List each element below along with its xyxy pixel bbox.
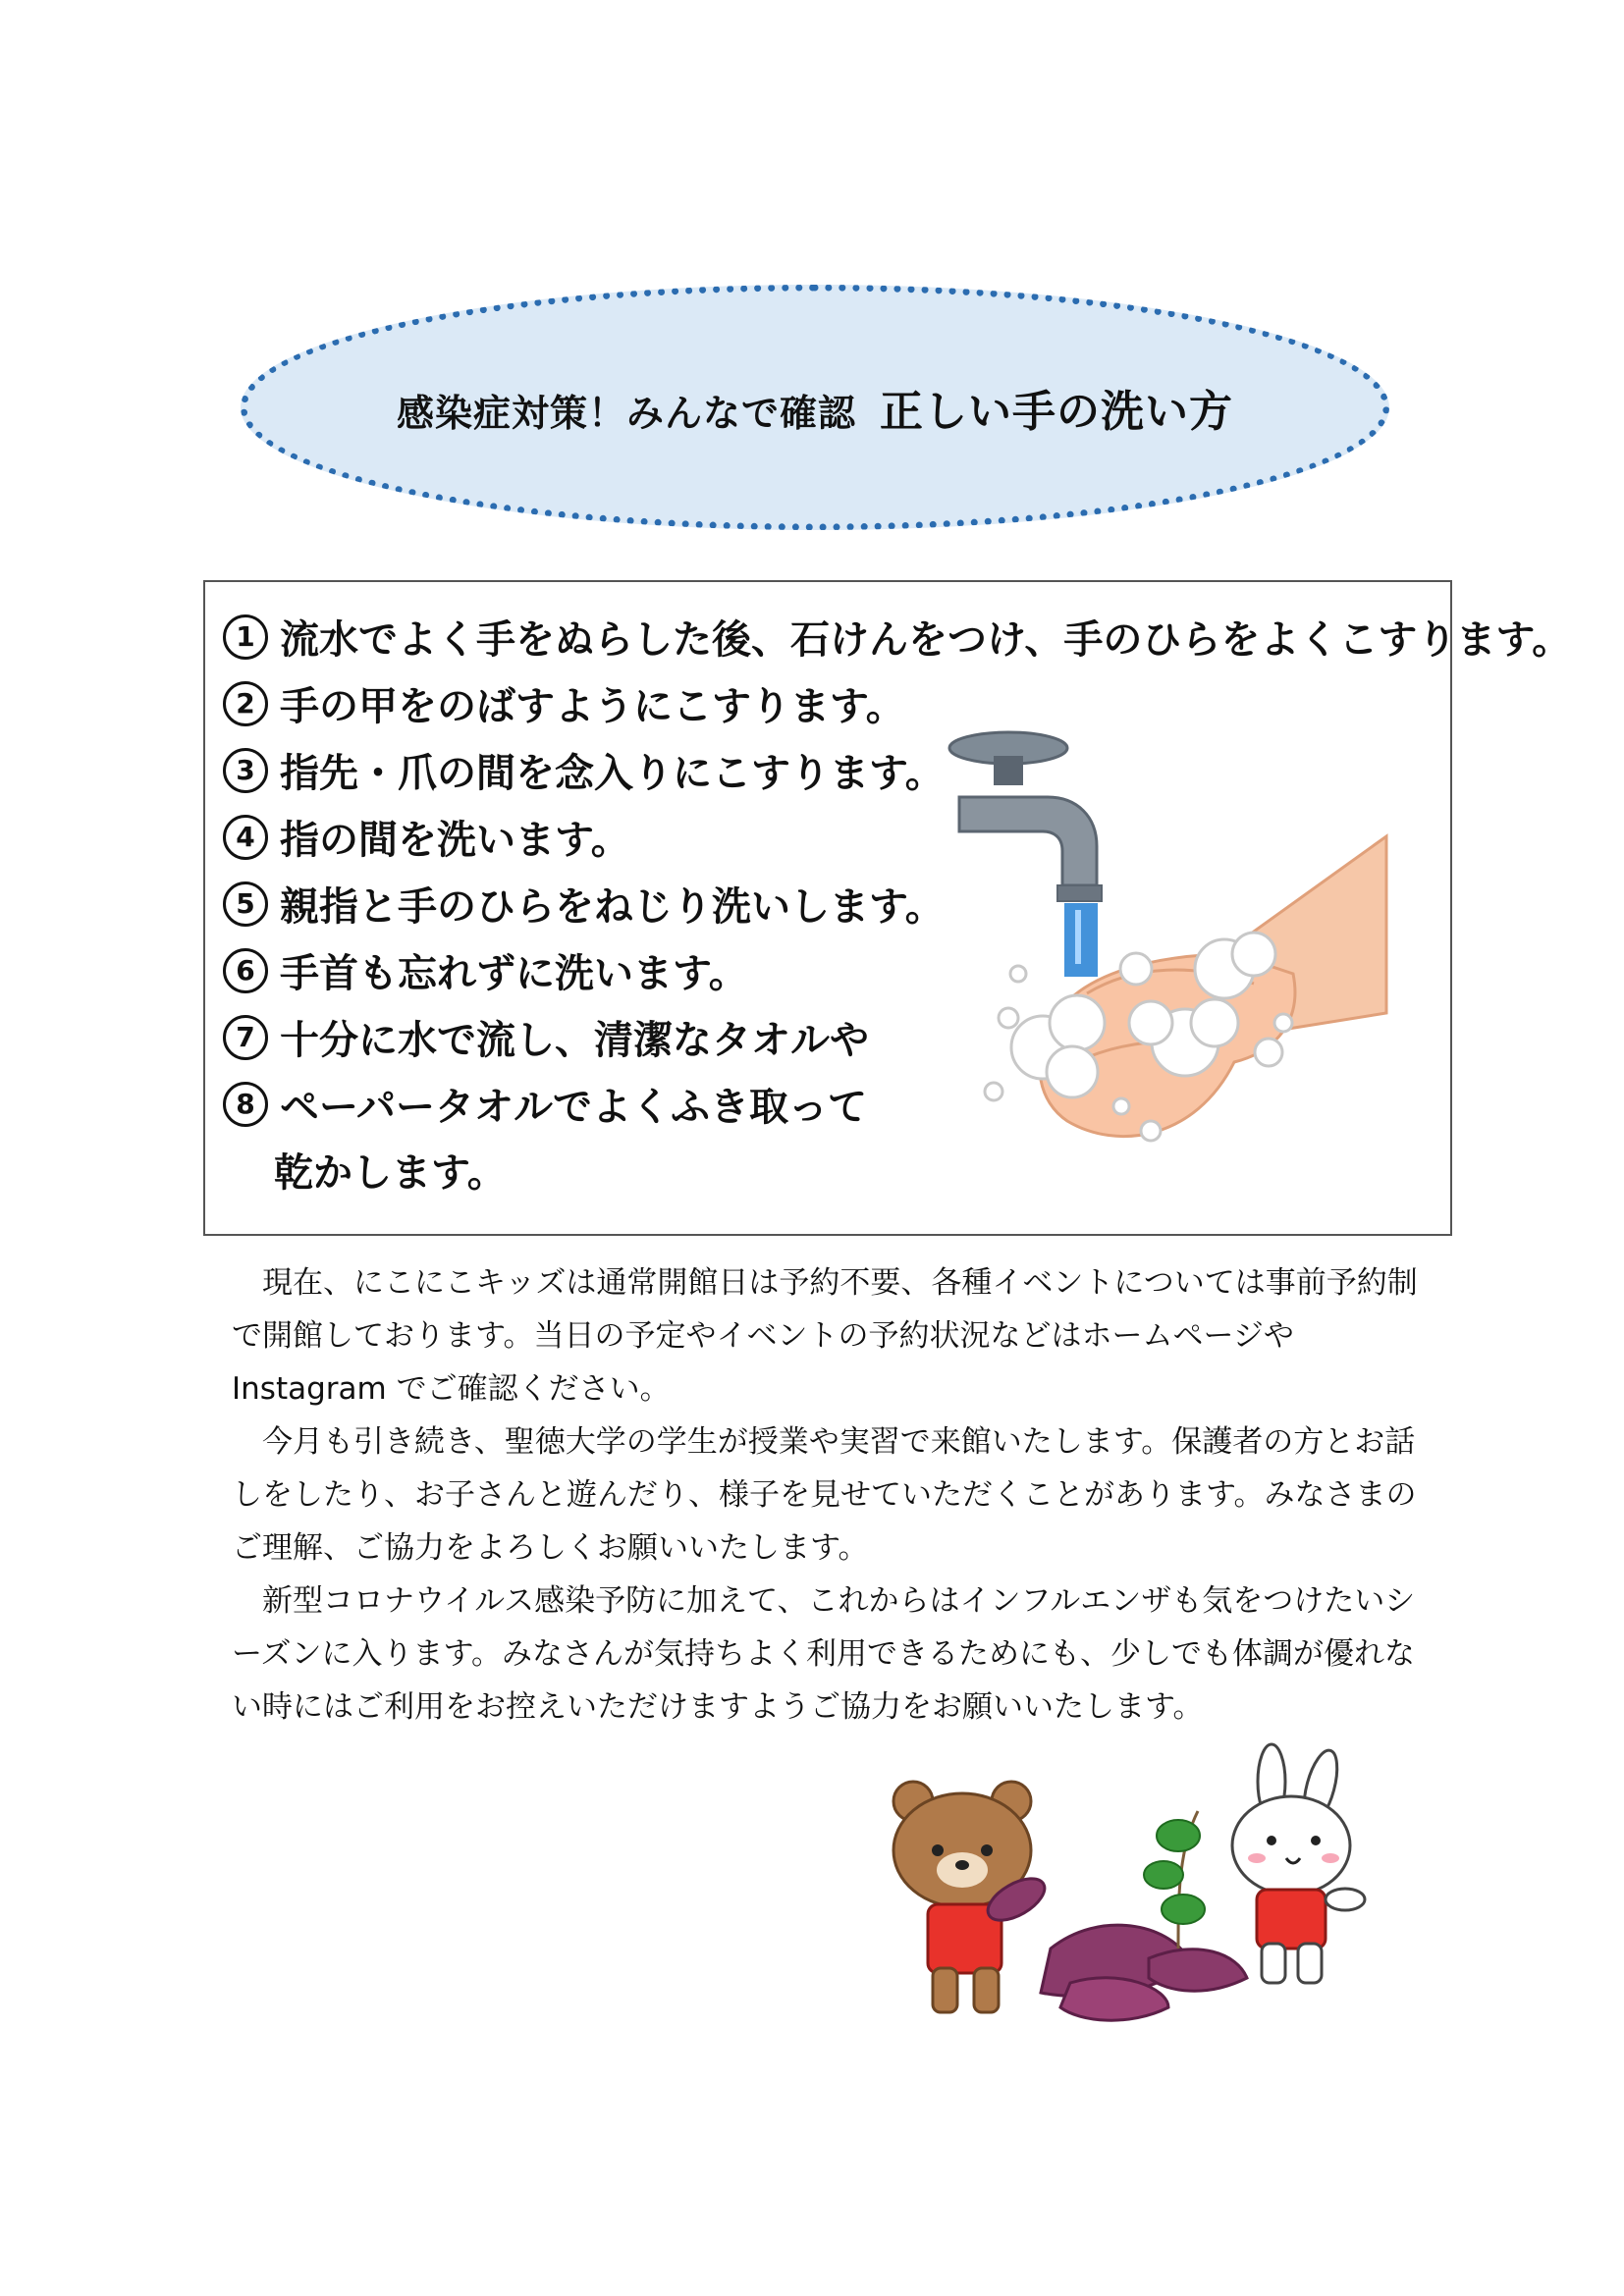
faucet-handwashing-illustration bbox=[940, 728, 1391, 1209]
step-text: 流水でよく手をぬらした後、石けんをつけ、手のひらをよくこすります。 bbox=[280, 617, 1572, 663]
page-title bbox=[397, 376, 1233, 439]
bear-rabbit-sweet-potato-illustration bbox=[884, 1742, 1394, 2076]
handwashing-steps-box bbox=[203, 580, 1572, 1236]
notice-paragraph: 新型コロナウイルス感染予防に加えて、これからはインフルエンザも気をつけたいシーズンに入ります。みなさんが気持ちよく利用できるためにも、少しでも体調が優れない時にはご利用をお控えいただけますようご協力をお願いいたします。 bbox=[232, 1583, 1416, 1725]
notice-paragraph: 今月も引き続き、聖徳大学の学生が授業や実習で来館いたします。保護者の方とお話しをしたり、お子さんと遊んだり、様子を見せていただくことがあります。みなさまのご理解、ご協力をよろしくお願いいたします。 bbox=[232, 1424, 1417, 1566]
step-item-7 bbox=[223, 1018, 869, 1063]
step-8-continuation: 乾かします。 bbox=[274, 1150, 507, 1196]
title-main: 感染症対策！みんなで確認 bbox=[396, 392, 856, 435]
step-text: 親指と手のひらをねじり洗いします。 bbox=[280, 884, 945, 930]
title-banner bbox=[241, 285, 1389, 530]
step-item-8 bbox=[223, 1085, 867, 1130]
title-sub: 正しい手の洗い方 bbox=[880, 387, 1233, 437]
step-number: 6 bbox=[223, 948, 268, 993]
step-text: 手首も忘れずに洗います。 bbox=[280, 951, 748, 996]
step-text: 指先・爪の間を念入りにこすります。 bbox=[280, 751, 945, 796]
step-text: 指の間を洗います。 bbox=[280, 818, 630, 863]
step-number: 4 bbox=[223, 815, 268, 860]
step-item-2 bbox=[223, 684, 905, 729]
step-number: 1 bbox=[223, 614, 268, 660]
step-item-5 bbox=[223, 884, 945, 930]
step-number: 5 bbox=[223, 881, 268, 927]
notice-paragraph: 現在、にこにこキッズは通常開館日は予約不要、各種イベントについては事前予約制で開館しております。当日の予定やイベントの予約状況などはホームページや Instagram でご確認ください。 bbox=[232, 1265, 1418, 1407]
step-item-6 bbox=[223, 951, 748, 996]
step-number: 7 bbox=[223, 1015, 268, 1060]
step-number: 3 bbox=[223, 748, 268, 793]
step-number: 2 bbox=[223, 681, 268, 726]
notice-body bbox=[232, 1256, 1420, 1734]
step-item-1 bbox=[223, 617, 1571, 663]
step-text: 十分に水で流し、清潔なタオルや bbox=[280, 1018, 869, 1063]
step-item-3 bbox=[223, 751, 945, 796]
step-number: 8 bbox=[223, 1082, 268, 1127]
step-text: ペーパータオルでよくふき取って bbox=[280, 1085, 867, 1130]
step-item-4 bbox=[223, 818, 630, 863]
step-text: 手の甲をのばすようにこすります。 bbox=[280, 684, 905, 729]
